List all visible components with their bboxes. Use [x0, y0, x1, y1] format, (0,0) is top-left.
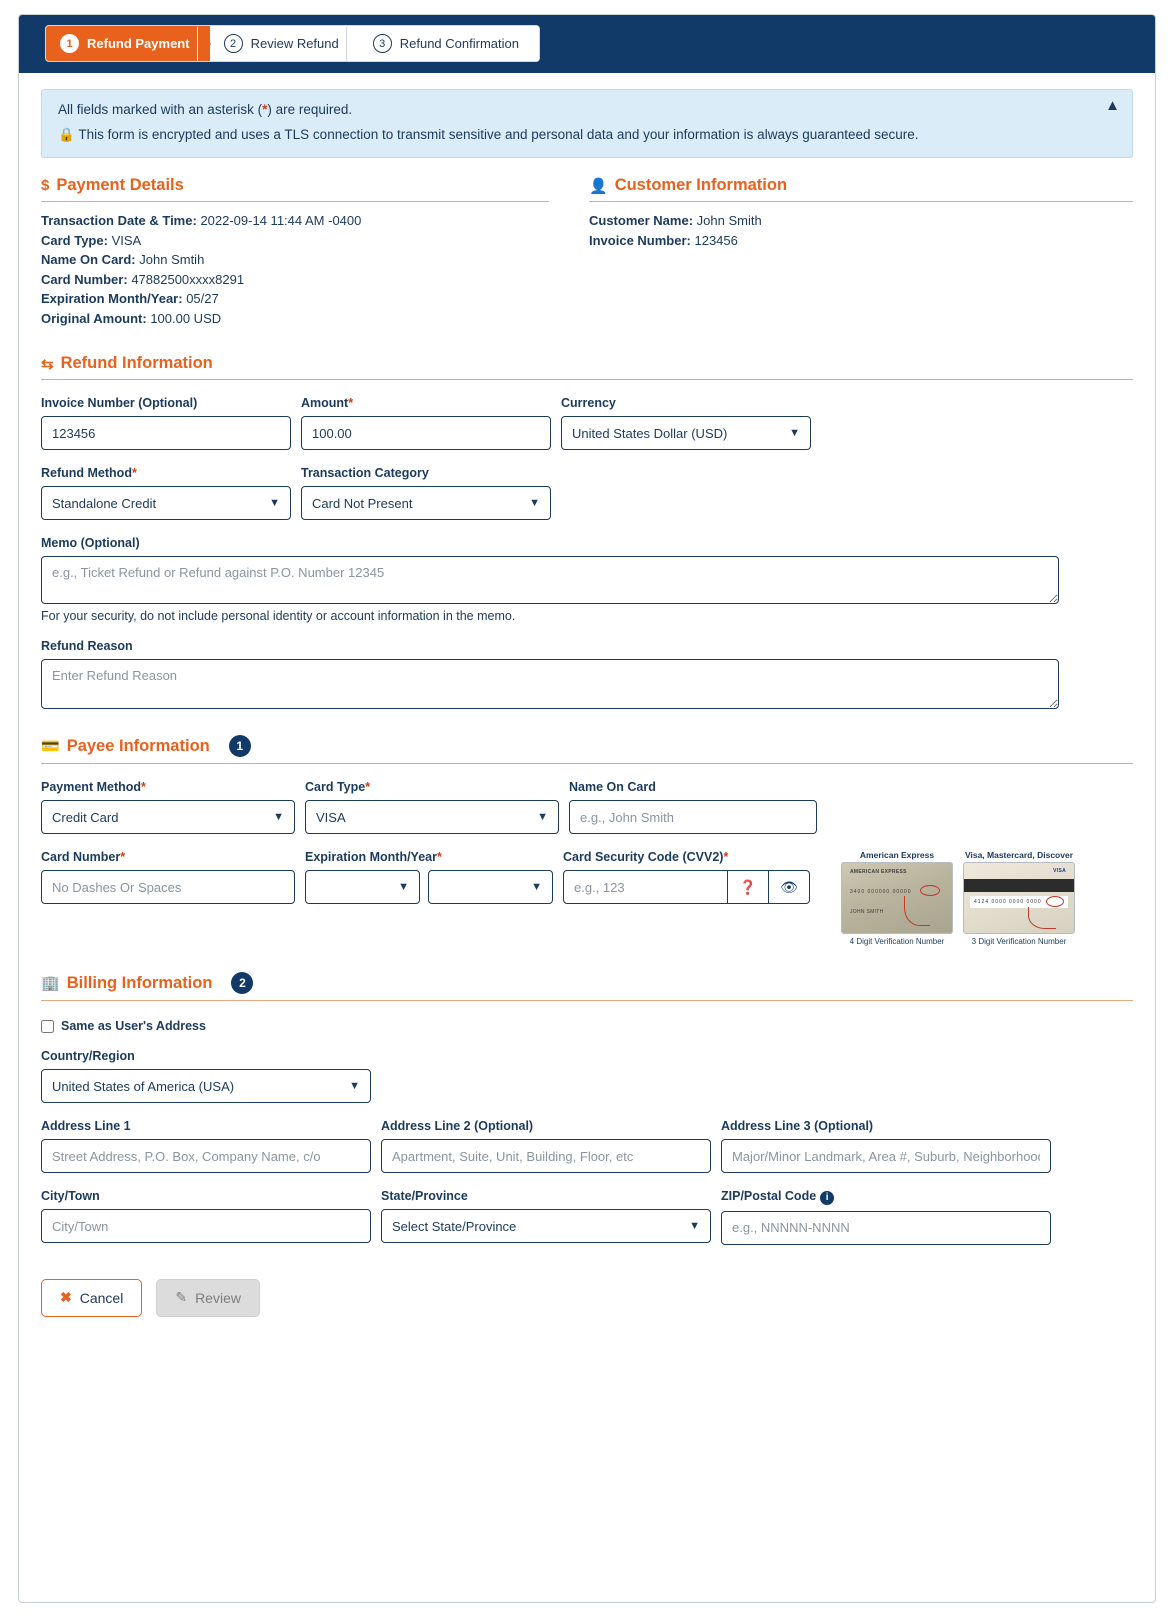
card-type-select-wrap	[305, 800, 559, 834]
card-type-label	[305, 780, 559, 794]
section-title: Refund Information	[60, 354, 213, 372]
state-label: State/Province	[381, 1189, 468, 1203]
step-label: Refund Payment	[87, 36, 190, 51]
section-title: Billing Information	[66, 973, 213, 992]
refund-method-field	[41, 466, 291, 520]
name-on-card-input[interactable]	[569, 800, 817, 834]
customer-information-heading	[589, 176, 1133, 202]
detail-row	[41, 231, 549, 251]
card-number-label-text: Card Number	[41, 850, 121, 864]
payment-method-field	[41, 780, 295, 834]
notice-banner	[41, 89, 1133, 158]
billing-information-section	[41, 972, 1133, 1245]
step-label: Refund Confirmation	[399, 36, 519, 51]
currency-select-wrap	[561, 416, 811, 450]
payment-details-section	[41, 176, 549, 328]
step-number: 2	[224, 34, 243, 53]
refund-reason-row	[41, 639, 1133, 709]
chevron-down-icon: ▼	[537, 811, 548, 823]
visa-number-text: 4124 0000 0000 0000	[974, 899, 1042, 905]
detail-key: Invoice Number:	[589, 232, 691, 248]
memo-field	[41, 536, 1059, 623]
visa-brand-text: VISA	[1053, 868, 1066, 874]
same-as-user-address-checkbox[interactable]	[41, 1020, 54, 1033]
address-line-2-label: Address Line 2 (Optional)	[381, 1119, 534, 1133]
required-star: *	[348, 396, 354, 410]
visa-cvv-pointer	[1028, 907, 1056, 929]
required-fields-note	[58, 102, 1116, 117]
zip-input[interactable]	[721, 1211, 1051, 1245]
required-star: *	[365, 780, 371, 794]
card-type-label-text: Card Type	[305, 780, 366, 794]
state-field	[381, 1189, 711, 1245]
address-line-1-field	[41, 1119, 371, 1173]
refund-reason-label: Refund Reason	[41, 639, 133, 653]
detail-value: 123456	[694, 232, 738, 248]
detail-value: 2022-09-14 11:44 AM -0400	[200, 213, 362, 228]
amex-brand-text: AMERICAN EXPRESS	[850, 869, 907, 875]
detail-key: Original Amount:	[41, 310, 147, 326]
detail-key: Card Number:	[41, 271, 128, 287]
credit-card-icon: 💳	[41, 738, 60, 755]
card-examples	[841, 850, 1075, 946]
visa-example-title: Visa, Mastercard, Discover	[964, 850, 1074, 860]
pencil-icon: ✎	[175, 1289, 188, 1305]
country-select-wrap	[41, 1069, 371, 1103]
same-as-user-address-label: Same as User's Address	[61, 1019, 206, 1033]
required-star: *	[141, 780, 146, 794]
visa-card-image	[963, 862, 1075, 934]
amount-input[interactable]	[301, 416, 551, 450]
expiration-selects	[305, 870, 553, 904]
required-note-star: *	[262, 102, 268, 117]
card-number-input[interactable]	[41, 870, 295, 904]
card-type-field	[305, 780, 559, 834]
memo-label: Memo (Optional)	[41, 536, 140, 550]
lock-icon: 🔒	[58, 127, 75, 142]
detail-value: VISA	[111, 232, 142, 248]
address-line-3-label: Address Line 3 (Optional)	[721, 1119, 874, 1133]
required-star: *	[120, 850, 126, 864]
cvv-help-icon[interactable]: ❓	[728, 870, 769, 904]
step-review-refund[interactable]	[210, 26, 359, 61]
visa-example-caption: 3 Digit Verification Number	[971, 937, 1067, 946]
zip-field	[721, 1189, 1051, 1245]
chevron-up-icon[interactable]: ▲	[1105, 97, 1120, 114]
chevron-down-icon: ▼	[689, 1220, 700, 1232]
refund-row-1	[41, 396, 1133, 450]
memo-hint: For your security, do not include personal identity or account information in the memo.	[41, 609, 516, 623]
expiration-year-wrap	[428, 870, 553, 904]
address-line-1-input[interactable]	[41, 1139, 371, 1173]
required-star: *	[723, 850, 729, 864]
refund-method-label-text: Refund Method	[41, 466, 132, 480]
detail-row	[41, 250, 549, 270]
detail-key: Customer Name:	[589, 213, 694, 228]
amex-cvv-highlight	[920, 885, 940, 896]
detail-key: Expiration Month/Year:	[41, 291, 183, 306]
refund-reason-field	[41, 639, 1059, 709]
billing-information-heading	[41, 972, 1133, 1001]
chevron-down-icon: ▼	[273, 811, 284, 823]
security-note	[58, 127, 1116, 143]
refund-method-select-wrap	[41, 486, 291, 520]
detail-row	[41, 309, 549, 329]
exchange-icon: ⇆	[41, 355, 54, 373]
state-select[interactable]	[381, 1209, 711, 1243]
detail-row	[589, 211, 1133, 231]
payment-details-list	[41, 211, 549, 328]
chevron-down-icon: ▼	[349, 1080, 360, 1092]
city-state-zip-row	[41, 1189, 1133, 1245]
step-number: 1	[60, 34, 79, 53]
section-title: Payment Details	[56, 176, 184, 194]
required-note-prefix: All fields marked with an asterisk (	[58, 102, 263, 117]
currency-label: Currency	[561, 396, 616, 410]
expiration-label-text: Expiration Month/Year	[305, 850, 437, 864]
stepper	[45, 25, 540, 62]
amex-example-title: American Express	[859, 850, 935, 860]
detail-key: Card Type:	[41, 232, 108, 248]
memo-textarea[interactable]	[41, 556, 1059, 604]
cancel-button-label: Cancel	[79, 1289, 124, 1306]
currency-select[interactable]	[561, 416, 811, 450]
transaction-category-select[interactable]	[301, 486, 551, 520]
address-line-3-field	[721, 1119, 1051, 1173]
chevron-down-icon: ▼	[269, 497, 280, 509]
city-label: City/Town	[41, 1189, 100, 1203]
detail-row	[589, 231, 1133, 251]
zip-label-text: ZIP/Postal Code	[721, 1189, 817, 1203]
country-select[interactable]	[41, 1069, 371, 1103]
info-icon[interactable]: i	[820, 1191, 834, 1205]
city-input[interactable]	[41, 1209, 371, 1243]
transaction-category-field	[301, 466, 551, 520]
invoice-number-label: Invoice Number (Optional)	[41, 396, 198, 410]
details-columns	[41, 176, 1133, 328]
payee-row-1	[41, 780, 1133, 834]
payee-information-heading	[41, 735, 1133, 764]
amex-name-text: JOHN SMITH	[850, 909, 884, 915]
country-field	[41, 1049, 371, 1103]
payment-method-label-text: Payment Method	[41, 780, 142, 794]
form-frame	[18, 14, 1156, 1603]
billing-step-badge: 2	[231, 972, 253, 994]
transaction-category-label: Transaction Category	[301, 466, 429, 480]
amount-label	[301, 396, 551, 410]
country-label: Country/Region	[41, 1049, 135, 1063]
detail-value: 47882500xxxx8291	[131, 271, 245, 287]
address-line-2-input[interactable]	[381, 1139, 711, 1173]
section-title: Customer Information	[614, 176, 788, 194]
step-divider	[347, 26, 360, 62]
transaction-category-select-wrap	[301, 486, 551, 520]
building-icon: 🏢	[41, 975, 60, 992]
cvv-label	[563, 850, 811, 864]
cvv-field	[563, 850, 811, 946]
cvv-input[interactable]	[563, 870, 728, 904]
detail-key: Transaction Date & Time:	[41, 213, 197, 228]
payment-method-select[interactable]	[41, 800, 295, 834]
chevron-down-icon: ▼	[398, 881, 409, 893]
step-refund-confirmation[interactable]	[359, 26, 539, 61]
chevron-down-icon: ▼	[531, 881, 542, 893]
address-line-1-label: Address Line 1	[41, 1119, 131, 1133]
payee-row-2	[41, 850, 1133, 946]
address-row	[41, 1119, 1133, 1173]
magnetic-stripe	[964, 879, 1074, 892]
same-as-user-address-row[interactable]	[41, 1019, 1133, 1033]
refund-information-section	[41, 354, 1133, 709]
detail-value: 05/27	[186, 291, 219, 306]
card-type-select[interactable]	[305, 800, 559, 834]
card-number-field	[41, 850, 295, 946]
state-select-wrap	[381, 1209, 711, 1243]
amex-example	[841, 850, 953, 946]
review-button-label: Review	[195, 1289, 241, 1306]
amex-number-text: 3400 000000 00000	[850, 889, 912, 895]
expiration-month-select[interactable]	[305, 870, 420, 904]
payment-method-select-wrap	[41, 800, 295, 834]
step-divider	[198, 26, 211, 62]
invoice-number-input[interactable]	[41, 416, 291, 450]
detail-row	[41, 211, 549, 231]
payee-step-badge: 1	[229, 735, 251, 757]
step-number: 3	[373, 34, 392, 53]
refund-method-select[interactable]	[41, 486, 291, 520]
detail-row	[41, 270, 549, 290]
visa-cvv-highlight	[1046, 896, 1064, 907]
form-content	[19, 73, 1155, 1333]
user-icon: 👤	[589, 177, 608, 195]
detail-row	[41, 289, 549, 309]
step-label: Review Refund	[250, 36, 339, 51]
card-number-label	[41, 850, 295, 864]
cvv-show-eye-icon[interactable]: 👁	[769, 870, 810, 904]
step-refund-payment[interactable]	[46, 26, 210, 61]
chevron-down-icon: ▼	[529, 497, 540, 509]
address-line-2-field	[381, 1119, 711, 1173]
detail-value: 100.00 USD	[150, 310, 222, 326]
detail-value: John Smith	[696, 213, 762, 228]
stepper-bar	[19, 15, 1155, 73]
refund-information-heading	[41, 354, 1133, 380]
zip-label	[721, 1189, 1051, 1205]
form-actions	[41, 1279, 1133, 1323]
amount-field	[301, 396, 551, 450]
name-on-card-field	[569, 780, 817, 834]
review-button[interactable]	[156, 1279, 260, 1317]
expiration-month-wrap	[305, 870, 420, 904]
customer-information-section	[589, 176, 1133, 328]
address-line-3-input[interactable]	[721, 1139, 1051, 1173]
city-field	[41, 1189, 371, 1245]
customer-information-list	[589, 211, 1133, 250]
invoice-number-field	[41, 396, 291, 450]
country-row	[41, 1049, 1133, 1103]
section-title: Payee Information	[66, 736, 210, 755]
payee-information-section	[41, 735, 1133, 946]
payment-details-heading	[41, 176, 549, 202]
name-on-card-label: Name On Card	[569, 780, 656, 794]
required-star: *	[436, 850, 442, 864]
chevron-down-icon: ▼	[789, 427, 800, 439]
expiration-field	[305, 850, 553, 946]
refund-row-2	[41, 466, 1133, 520]
cvv-input-group	[563, 870, 811, 904]
currency-field	[561, 396, 811, 450]
close-icon: ✖	[60, 1289, 72, 1305]
amex-card-image	[841, 862, 953, 934]
payment-method-label	[41, 780, 295, 794]
required-note-suffix: ) are required.	[267, 102, 353, 117]
memo-row	[41, 536, 1133, 623]
amount-label-text: Amount	[301, 396, 349, 410]
visa-example	[963, 850, 1075, 946]
security-note-text: This form is encrypted and uses a TLS connection to transmit sensitive and personal data and your information is always guaranteed secure.	[78, 127, 919, 142]
detail-value: John Smtih	[139, 252, 205, 267]
cvv-label-text: Card Security Code (CVV2)	[563, 850, 724, 864]
cancel-button[interactable]	[41, 1279, 142, 1317]
refund-method-label	[41, 466, 291, 480]
required-star: *	[131, 466, 137, 480]
refund-reason-textarea[interactable]	[41, 659, 1059, 709]
amex-cvv-pointer	[904, 896, 930, 926]
dollar-icon: $	[41, 177, 50, 194]
expiration-year-select[interactable]	[428, 870, 553, 904]
amex-example-caption: 4 Digit Verification Number	[849, 937, 945, 946]
detail-key: Name On Card:	[41, 252, 136, 267]
expiration-label	[305, 850, 553, 864]
